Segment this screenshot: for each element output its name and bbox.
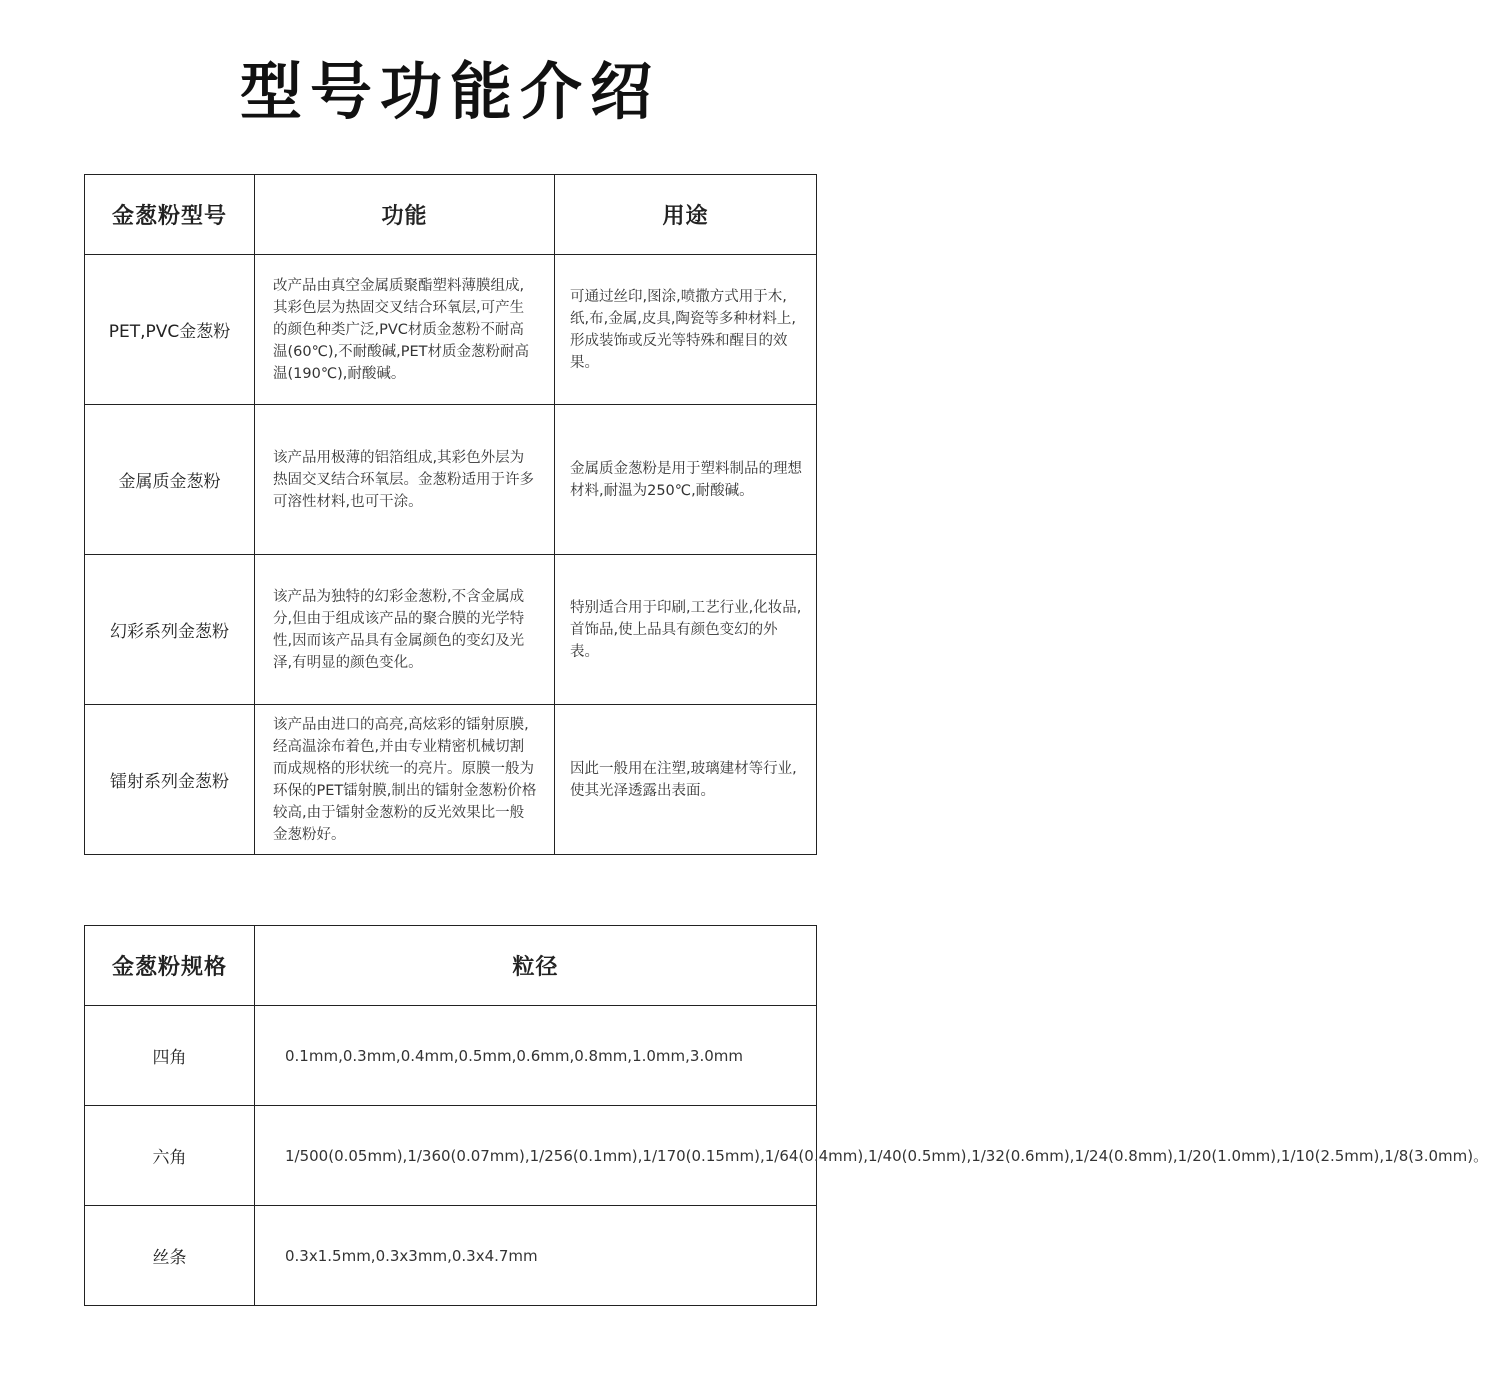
model-function: 该产品用极薄的铝箔组成,其彩色外层为热固交叉结合环氧层。金葱粉适用于许多可溶性材料,也可干涂。 [255,405,555,555]
header-size: 粒径 [255,926,817,1006]
spec-name: 四角 [85,1006,255,1106]
model-usage: 因此一般用在注塑,玻璃建材等行业,使其光泽透露出表面。 [555,705,817,855]
table-header-row [85,926,817,1006]
model-usage: 特别适合用于印刷,工艺行业,化妆品,首饰品,使上品具有颜色变幻的外表。 [555,555,817,705]
table-row [85,405,817,555]
spec-size: 0.1mm,0.3mm,0.4mm,0.5mm,0.6mm,0.8mm,1.0mm,3.0mm [255,1006,817,1106]
model-name: 镭射系列金葱粉 [85,705,255,855]
model-function: 改产品由真空金属质聚酯塑料薄膜组成,其彩色层为热固交叉结合环氧层,可产生的颜色种类广泛,PVC材质金葱粉不耐高温(60℃),不耐酸碱,PET材质金葱粉耐高温(190℃),耐酸碱。 [255,255,555,405]
page-title: 型号功能介绍 [239,55,660,128]
table-row [85,1106,817,1206]
model-usage: 可通过丝印,图涂,喷撒方式用于木,纸,布,金属,皮具,陶瓷等多种材料上,形成装饰或反光等特殊和醒目的效果。 [555,255,817,405]
header-spec: 金葱粉规格 [85,926,255,1006]
table-row [85,255,817,405]
spec-name: 丝条 [85,1206,255,1306]
table-row [85,1206,817,1306]
spec-name: 六角 [85,1106,255,1206]
table-row [85,555,817,705]
model-function: 该产品为独特的幻彩金葱粉,不含金属成分,但由于组成该产品的聚合膜的光学特性,因而该产品具有金属颜色的变幻及光泽,有明显的颜色变化。 [255,555,555,705]
model-name: 金属质金葱粉 [85,405,255,555]
model-name: 幻彩系列金葱粉 [85,555,255,705]
header-model: 金葱粉型号 [85,175,255,255]
header-usage: 用途 [555,175,817,255]
spec-size-table [84,925,1488,1306]
table-header-row [85,175,817,255]
model-function: 该产品由进口的高亮,高炫彩的镭射原膜,经高温涂布着色,并由专业精密机械切割而成规格的形状统一的亮片。原膜一般为环保的PET镭射膜,制出的镭射金葱粉价格较高,由于镭射金葱粉的反光效果比一般金葱粉好。 [255,705,555,855]
spec-size: 1/500(0.05mm),1/360(0.07mm),1/256(0.1mm),1/170(0.15mm),1/64(0.4mm),1/40(0.5mm),1/32(0.6mm),1/24(0.8mm),1/20(1.0mm),1/10(2.5mm),1/8(3.0mm)。 [255,1106,817,1206]
header-function: 功能 [255,175,555,255]
model-usage: 金属质金葱粉是用于塑料制品的理想材料,耐温为250℃,耐酸碱。 [555,405,817,555]
model-function-table [84,174,817,855]
table-row [85,705,817,855]
spec-size: 0.3x1.5mm,0.3x3mm,0.3x4.7mm [255,1206,817,1306]
model-name: PET,PVC金葱粉 [85,255,255,405]
table-row [85,1006,817,1106]
